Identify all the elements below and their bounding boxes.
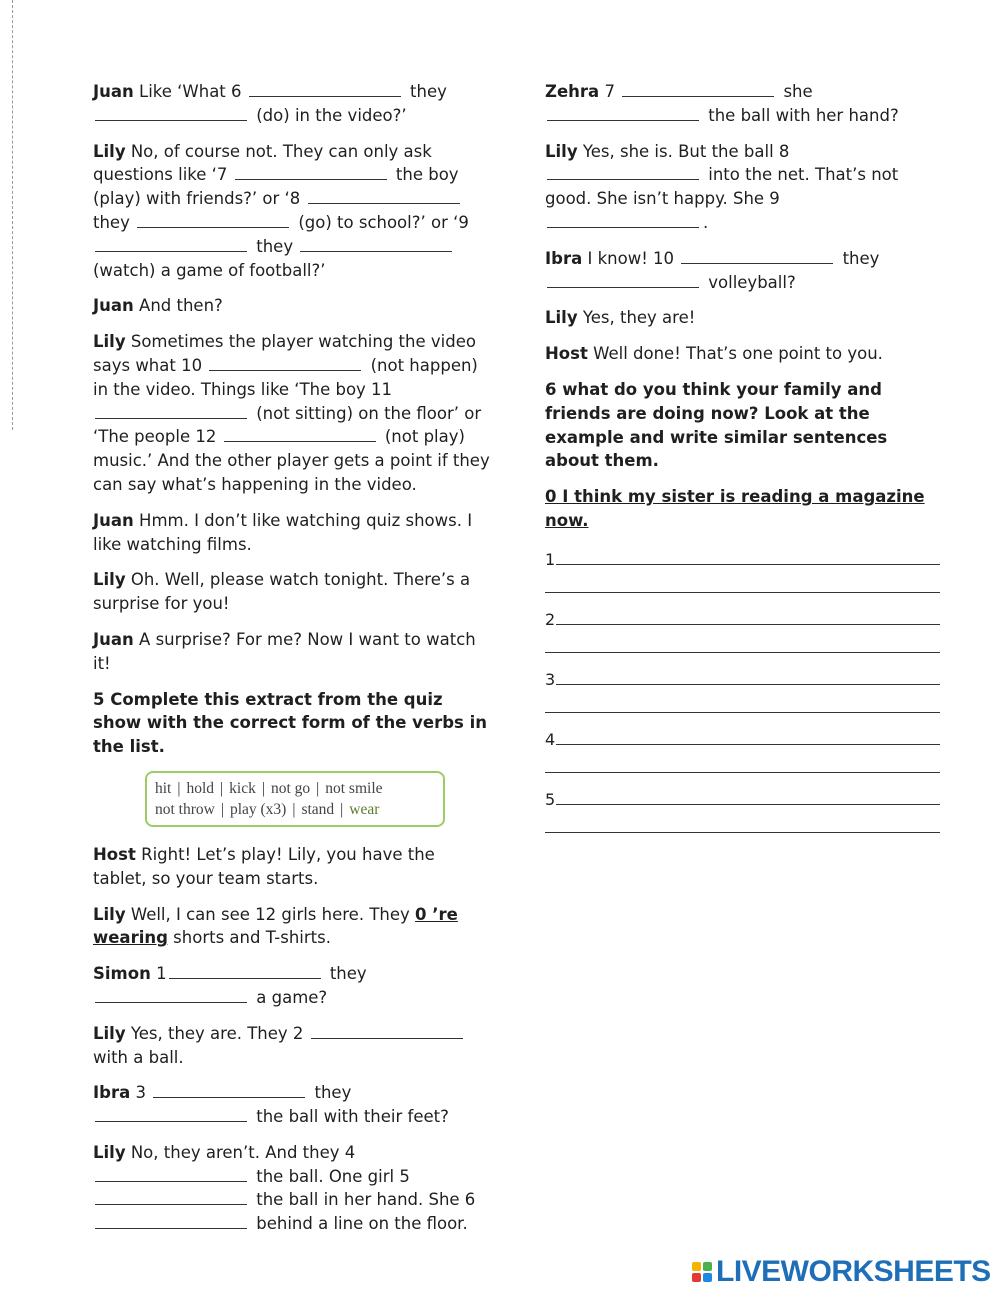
- line-number: 1: [545, 549, 556, 569]
- answer-blank[interactable]: [95, 417, 247, 419]
- speaker-name: Lily: [93, 570, 126, 590]
- answer-line[interactable]: [545, 831, 940, 833]
- dialogue-line: [93, 1081, 493, 1129]
- writing-line-5[interactable]: [545, 787, 940, 833]
- dialogue-text: Sometimes the player watching the video says what 10: [93, 332, 476, 375]
- answer-blank[interactable]: [547, 119, 699, 121]
- dialogue-text: (not sitting) on the floor’ or ‘The people 12: [93, 403, 482, 447]
- speaker-name: Juan: [93, 296, 134, 316]
- answer-blank[interactable]: [308, 202, 460, 204]
- answer-blank[interactable]: [95, 119, 247, 121]
- verb-option: hold: [186, 779, 215, 797]
- speaker-name: Lily: [93, 1023, 126, 1043]
- answer-blank[interactable]: [547, 178, 699, 180]
- dialogue-text: (watch) a game of football?’: [93, 260, 326, 280]
- dialogue-line: [93, 903, 493, 951]
- dialogue-text: 1: [156, 964, 167, 984]
- dialogue-text: a game?: [256, 987, 328, 1007]
- answer-blank[interactable]: [95, 1180, 247, 1182]
- example-answer: 0 ’re wearing: [93, 904, 458, 948]
- answer-line[interactable]: [556, 803, 940, 805]
- speaker-name: Ibra: [93, 1083, 131, 1103]
- speaker-name: Ibra: [545, 248, 583, 268]
- logo-square: [703, 1262, 712, 1271]
- separator: |: [340, 800, 344, 818]
- verb-option: wear: [349, 800, 380, 818]
- dialogue-text: Well done! That’s one point to you.: [593, 344, 883, 364]
- left-column: [93, 80, 493, 1248]
- speaker-name: Zehra: [545, 82, 600, 101]
- speaker-name: Lily: [93, 332, 126, 352]
- answer-line[interactable]: [545, 771, 940, 773]
- dialogue-text: they: [329, 964, 367, 984]
- dialogue-text: they: [842, 248, 880, 268]
- dialogue-text: .: [703, 212, 709, 232]
- dialogue-text: 7: [604, 82, 615, 101]
- line-number: 4: [545, 729, 556, 749]
- verb-option: not smile: [325, 779, 383, 797]
- speaker-name: Lily: [545, 141, 578, 161]
- verb-word-box: [145, 771, 445, 827]
- dialogue-line: [93, 962, 493, 1010]
- answer-blank[interactable]: [95, 1227, 247, 1229]
- dialogue-text: (do) in the video?’: [256, 105, 407, 125]
- answer-blank[interactable]: [95, 1001, 247, 1003]
- dialogue-line: [93, 80, 493, 128]
- liveworksheets-logo-icon: [692, 1262, 712, 1282]
- dialogue-text: I know! 10: [587, 248, 675, 268]
- verb-option: stand: [301, 800, 335, 818]
- dialogue-text: Yes, they are!: [582, 308, 696, 328]
- dialogue-line: [545, 80, 940, 128]
- dialogue-text: behind a line on the floor.: [256, 1214, 468, 1234]
- verb-option: not throw: [155, 800, 215, 818]
- logo-square: [703, 1273, 712, 1282]
- speaker-name: Lily: [93, 904, 126, 924]
- dialogue-text: And then?: [139, 296, 223, 316]
- dialogue-text: with a ball.: [93, 1047, 184, 1067]
- answer-blank[interactable]: [311, 1037, 463, 1039]
- separator: |: [220, 800, 224, 818]
- dialogue-text: they: [314, 1083, 352, 1103]
- dialogue-text: No, they aren’t. And they 4: [130, 1142, 356, 1162]
- dialogue-line: [93, 568, 493, 616]
- answer-line[interactable]: [545, 711, 940, 713]
- dialogue-text: (not play) music.’ And the other player gets a point if they can say what’s happening in the video.: [93, 427, 490, 494]
- answer-blank[interactable]: [300, 250, 452, 252]
- speaker-name: Juan: [93, 629, 134, 649]
- dialogue-line: [93, 628, 493, 676]
- dialogue-text: No, of course not. They can only ask questions like ‘7: [93, 141, 432, 185]
- dialogue-text: 3: [135, 1083, 146, 1103]
- verb-option: kick: [229, 779, 256, 797]
- verb-option: hit: [155, 779, 172, 797]
- answer-blank[interactable]: [95, 1203, 247, 1205]
- speaker-name: Lily: [93, 1142, 126, 1162]
- speaker-name: Host: [93, 844, 136, 864]
- word-box-row: [155, 778, 435, 799]
- line-number: 5: [545, 789, 556, 809]
- answer-blank[interactable]: [209, 369, 361, 371]
- dialogue-text: they: [93, 212, 130, 232]
- dialogue-text: A surprise? For me? Now I want to watch it!: [93, 629, 476, 673]
- separator: |: [292, 800, 296, 818]
- dialogue-line: [545, 140, 940, 235]
- dialogue-text: the boy (play) with friends?’ or ‘8: [93, 165, 459, 209]
- dialogue-text: they: [410, 82, 447, 101]
- dialogue-line: [93, 1141, 493, 1236]
- dialogue-text: Well, I can see 12 girls here. They: [130, 904, 410, 924]
- answer-blank[interactable]: [137, 226, 289, 228]
- dialogue-line: [545, 306, 940, 330]
- dialogue-line: [93, 1022, 493, 1070]
- answer-line[interactable]: [556, 563, 940, 565]
- dialogue-text: Oh. Well, please watch tonight. There’s a surprise for you!: [93, 570, 471, 614]
- speaker-name: Host: [545, 344, 588, 364]
- answer-blank[interactable]: [547, 286, 699, 288]
- dialogue-text: (go) to school?’ or ‘9: [298, 212, 469, 232]
- speaker-name: Simon: [93, 964, 151, 984]
- dialogue-text: (not happen) in the video. Things like ‘The boy 11: [93, 355, 478, 399]
- line-number: 2: [545, 609, 556, 629]
- answer-line[interactable]: [545, 591, 940, 593]
- logo-text: LIVEWORKSHEETS: [716, 1255, 991, 1288]
- dialogue-text: volleyball?: [708, 272, 796, 292]
- writing-line-1[interactable]: [545, 547, 940, 593]
- line-number: 3: [545, 669, 556, 689]
- speaker-name: Juan: [93, 82, 134, 101]
- answer-blank[interactable]: [249, 95, 401, 97]
- dialogue-text: the ball in her hand. She 6: [256, 1190, 476, 1210]
- logo-square: [692, 1273, 701, 1282]
- dialogue-text: she: [783, 82, 813, 101]
- logo-square: [692, 1262, 701, 1271]
- dialogue-line: [93, 330, 493, 497]
- separator: |: [316, 779, 320, 797]
- separator: |: [220, 779, 224, 797]
- separator: |: [261, 779, 265, 797]
- dialogue-text: Like ‘What 6: [139, 82, 242, 101]
- verb-option: play (x3): [229, 800, 287, 818]
- answer-blank[interactable]: [95, 250, 247, 252]
- answer-blank[interactable]: [235, 178, 387, 180]
- answer-blank[interactable]: [95, 1120, 247, 1122]
- answer-blank[interactable]: [547, 226, 699, 228]
- dialogue-text: the ball. One girl 5: [256, 1166, 410, 1186]
- speaker-name: Lily: [545, 308, 578, 328]
- dialogue-line: [93, 509, 493, 557]
- answer-line[interactable]: [545, 651, 940, 653]
- answer-blank[interactable]: [622, 95, 774, 97]
- answer-line[interactable]: [556, 683, 940, 685]
- exercise-6-example: 0 I think my sister is reading a magazine now.: [545, 487, 925, 530]
- answer-blank[interactable]: [153, 1096, 305, 1098]
- dialogue-line: [93, 140, 493, 283]
- answer-blank[interactable]: [681, 262, 833, 264]
- writing-line-2[interactable]: [545, 607, 940, 653]
- dialogue-line: [93, 294, 493, 318]
- dialogue-text: shorts and T-shirts.: [173, 928, 331, 948]
- dialogue-text: Yes, she is. But the ball 8: [582, 141, 790, 161]
- dialogue-text: the ball with her hand?: [708, 105, 899, 125]
- word-box-row: [155, 799, 435, 820]
- verb-option: not go: [270, 779, 311, 797]
- dialogue-text: Yes, they are. They 2: [130, 1023, 304, 1043]
- dialogue-line: [545, 342, 940, 366]
- dialogue-text: they: [256, 236, 294, 256]
- margin-guide: [12, 0, 13, 430]
- dialogue-text: Right! Let’s play! Lily, you have the tablet, so your team starts.: [93, 844, 435, 888]
- dialogue-line: [93, 843, 493, 891]
- liveworksheets-logo: [692, 1255, 991, 1289]
- separator: |: [177, 779, 181, 797]
- speaker-name: Lily: [93, 141, 126, 161]
- right-column: [545, 80, 940, 833]
- answer-blank[interactable]: [224, 440, 376, 442]
- answer-line[interactable]: [556, 623, 940, 625]
- exercise-5-instruction: 5 Complete this extract from the quiz show with the correct form of the verbs in the list.: [93, 689, 488, 757]
- dialogue-text: into the net. That’s not good. She isn’t happy. She 9: [545, 165, 899, 209]
- writing-line-4[interactable]: [545, 727, 940, 773]
- exercise-6-instruction: 6 what do you think your family and friends are doing now? Look at the example and write similar sentences about them.: [545, 379, 888, 471]
- dialogue-line: [545, 247, 940, 295]
- answer-blank[interactable]: [169, 977, 321, 979]
- answer-line[interactable]: [556, 743, 940, 745]
- dialogue-text: Hmm. I don’t like watching quiz shows. I like watching films.: [93, 510, 473, 554]
- speaker-name: Juan: [93, 510, 134, 530]
- dialogue-text: the ball with their feet?: [256, 1107, 449, 1127]
- writing-line-3[interactable]: [545, 667, 940, 713]
